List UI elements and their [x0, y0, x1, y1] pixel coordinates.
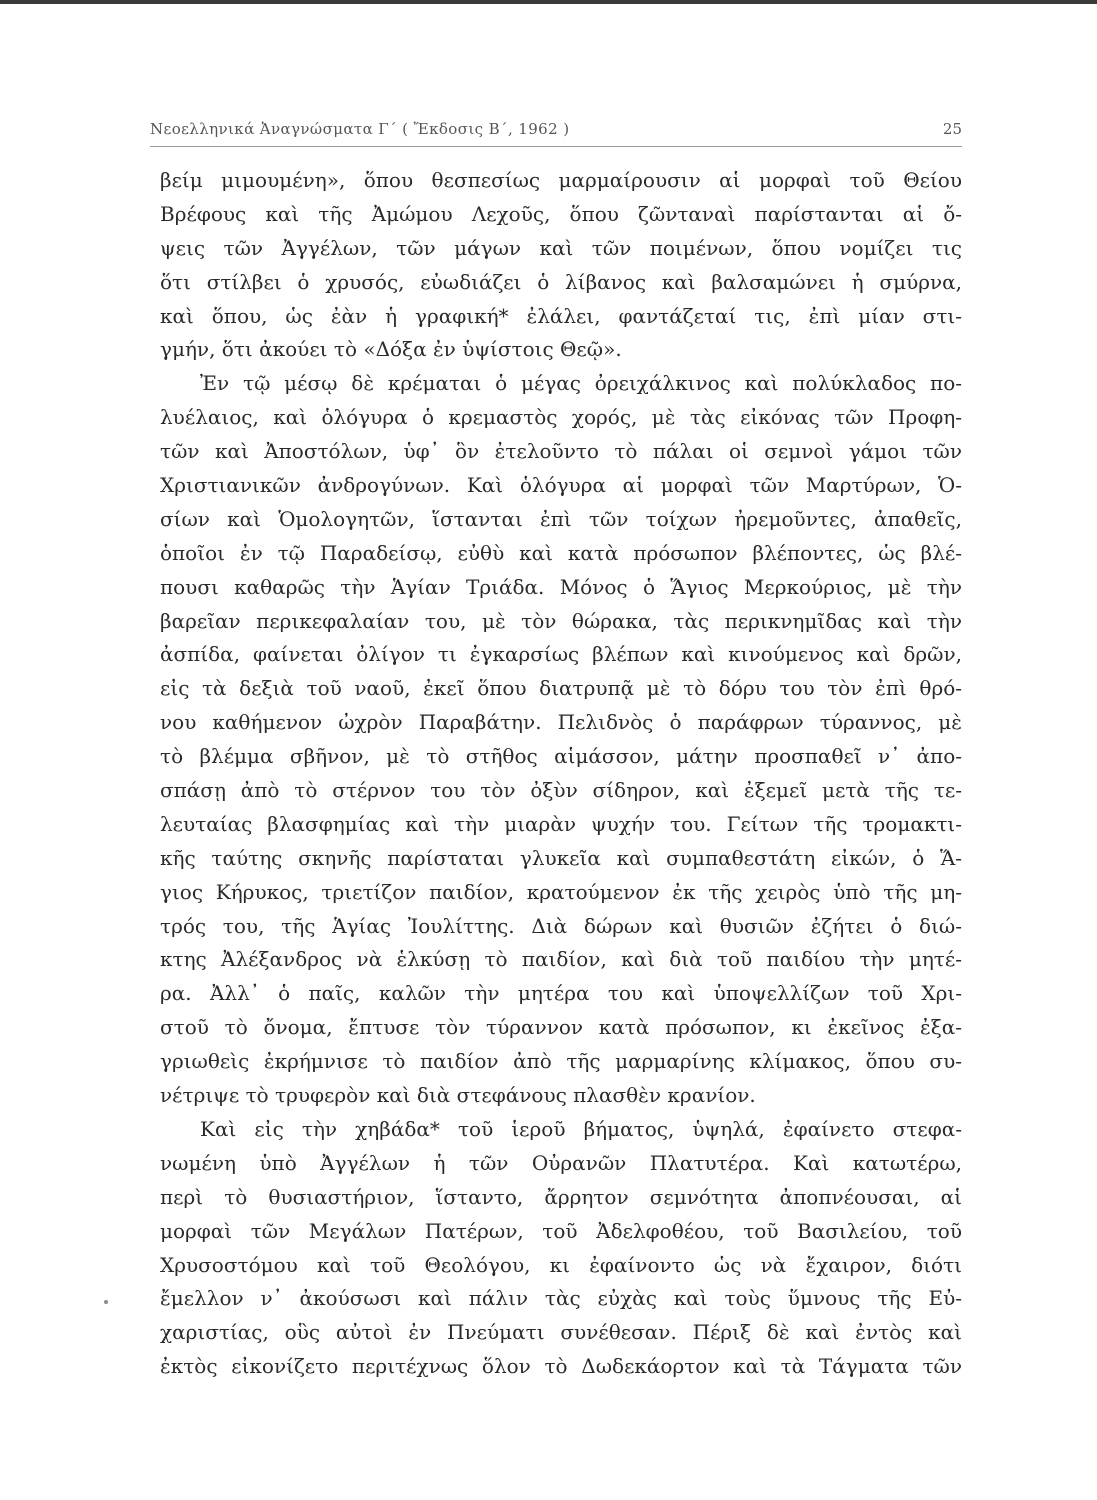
text-line: γμήν, ὅτι ἀκούει τὸ «Δόξα ἐν ὑψίστοις Θεῷ». [160, 337, 622, 362]
text-line: ἀσπίδα, φαίνεται ὀλίγον τι ἐγκαρσίως βλέπων καὶ κινούμενος καὶ δρῶν, [160, 642, 962, 667]
text-line: γριωθεὶς ἐκρήμνισε τὸ παιδίον ἀπὸ τῆς μαρμαρίνης κλίμακος, ὅπου συ- [160, 1049, 962, 1074]
text-line: εἰς τὰ δεξιὰ τοῦ ναοῦ, ἐκεῖ ὅπου διατρυπᾷ μὲ τὸ δόρυ του τὸν ἐπὶ θρό- [160, 676, 962, 701]
paragraph-start-line: Ἐν τῷ μέσῳ δὲ κρέμαται ὁ μέγας ὀρειχάλκινος καὶ πολύκλαδος πο- [200, 371, 962, 396]
text-line: περὶ τὸ θυσιαστήριον, ἵσταντο, ἄρρητον σεμνότητα ἀποπνέουσαι, αἱ [160, 1184, 962, 1209]
text-line: κτης Ἀλέξανδρος νὰ ἑλκύσῃ τὸ παιδίον, καὶ διὰ τοῦ παιδίου τὴν μητέ- [160, 947, 962, 972]
text-line: νωμένη ὑπὸ Ἀγγέλων ἡ τῶν Οὐρανῶν Πλατυτέρα. Καὶ κατωτέρω, [160, 1150, 962, 1175]
text-line: ὅτι στίλβει ὁ χρυσός, εὐωδιάζει ὁ λίβανος καὶ βαλσαμώνει ἡ σμύρνα, [160, 269, 962, 294]
text-line: Χριστιανικῶν ἀνδρογύνων. Καὶ ὁλόγυρα αἱ μορφαὶ τῶν Μαρτύρων, Ὁ- [160, 473, 962, 498]
body-text [160, 164, 962, 1384]
text-line: Χρυσοστόμου καὶ τοῦ Θεολόγου, κι ἐφαίνοντο ὡς νὰ ἔχαιρον, διότι [160, 1252, 962, 1277]
margin-speck [104, 1300, 108, 1304]
text-line: Βρέφους καὶ τῆς Ἀμώμου Λεχοῦς, ὅπου ζῶνταναὶ παρίστανται αἱ ὄ- [160, 201, 962, 226]
text-line: καὶ ὅπου, ὡς ἐὰν ἡ γραφική* ἐλάλει, φαντάζεταί τις, ἐπὶ μίαν στι- [160, 303, 962, 328]
header-title: Νεοελληνικά Ἀναγνώσματα Γ΄ ( Ἔκδοσις Β΄, 1962 ) [150, 120, 570, 138]
text-line: σίων καὶ Ὁμολογητῶν, ἵστανται ἐπὶ τῶν τοίχων ἠρεμοῦντες, ἀπαθεῖς, [160, 506, 962, 531]
paragraph-start-line: Καὶ εἰς τὴν χηβάδα* τοῦ ἱεροῦ βήματος, ὑψηλά, ἐφαίνετο στεφα- [200, 1116, 962, 1141]
text-line: γιος Κήρυκος, τριετίζον παιδίον, κρατούμενον ἐκ τῆς χειρὸς ὑπὸ τῆς μη- [160, 879, 962, 904]
running-header [150, 116, 962, 147]
text-line: τῶν καὶ Ἀποστόλων, ὑφ᾿ ὃν ἐτελοῦντο τὸ πάλαι οἱ σεμνοὶ γάμοι τῶν [160, 439, 962, 464]
text-line: λευταίας βλασφημίας καὶ τὴν μιαρὰν ψυχήν του. Γείτων τῆς τρομακτι- [160, 811, 962, 836]
text-line: νέτριψε τὸ τρυφερὸν καὶ διὰ στεφάνους πλασθὲν κρανίον. [160, 1083, 756, 1108]
text-line: βείμ μιμουμένη», ὅπου θεσπεσίως μαρμαίρουσιν αἱ μορφαὶ τοῦ Θείου [160, 168, 962, 192]
text-line: λυέλαιος, καὶ ὁλόγυρα ὁ κρεμαστὸς χορός, μὲ τὰς εἰκόνας τῶν Προφη- [160, 405, 962, 430]
text-line: βαρεῖαν περικεφαλαίαν του, μὲ τὸν θώρακα, τὰς περικνημῖδας καὶ τὴν [160, 608, 962, 633]
page-number: 25 [942, 120, 962, 138]
text-line: σπάσῃ ἀπὸ τὸ στέρνον του τὸν ὀξὺν σίδηρον, καὶ ἐξεμεῖ μετὰ τῆς τε- [160, 778, 962, 803]
text-line: νου καθήμενον ὠχρὸν Παραβάτην. Πελιδνὸς ὁ παράφρων τύραννος, μὲ [160, 710, 962, 735]
text-line: χαριστίας, οὓς αὐτοὶ ἐν Πνεύματι συνέθεσαν. Πέριξ δὲ καὶ ἐντὸς καὶ [160, 1320, 962, 1345]
text-line: πουσι καθαρῶς τὴν Ἁγίαν Τριάδα. Μόνος ὁ Ἅγιος Μερκούριος, μὲ τὴν [160, 574, 962, 599]
text-line: στοῦ τὸ ὄνομα, ἔπτυσε τὸν τύραννον κατὰ πρόσωπον, κι ἐκεῖνος ἐξα- [160, 1015, 962, 1040]
text-line: τρός του, τῆς Ἁγίας Ἰουλίττης. Διὰ δώρων καὶ θυσιῶν ἐζήτει ὁ διώ- [160, 913, 962, 938]
text-line: ρα. Ἀλλ᾿ ὁ παῖς, καλῶν τὴν μητέρα του καὶ ὑποψελλίζων τοῦ Χρι- [160, 981, 962, 1006]
text-line: ψεις τῶν Ἀγγέλων, τῶν μάγων καὶ τῶν ποιμένων, ὅπου νομίζει τις [160, 235, 962, 260]
text-line: ὁποῖοι ἐν τῷ Παραδείσῳ, εὐθὺ καὶ κατὰ πρόσωπον βλέποντες, ὡς βλέ- [160, 540, 962, 565]
text-line: ἐκτὸς εἰκονίζετο περιτέχνως ὅλον τὸ Δωδεκάορτον καὶ τὰ Τάγματα τῶν [160, 1354, 962, 1379]
text-line: μορφαὶ τῶν Μεγάλων Πατέρων, τοῦ Ἀδελφοθέου, τοῦ Βασιλείου, τοῦ [160, 1218, 962, 1243]
text-line: τὸ βλέμμα σβῆνον, μὲ τὸ στῆθος αἱμάσσον, μάτην προσπαθεῖ ν᾿ ἀπο- [160, 744, 962, 769]
text-line: κῆς ταύτης σκηνῆς παρίσταται γλυκεῖα καὶ συμπαθεστάτη εἰκών, ὁ Ἅ- [160, 845, 962, 870]
text-line: ἔμελλον ν᾿ ἀκούσωσι καὶ πάλιν τὰς εὐχὰς καὶ τοὺς ὕμνους τῆς Εὐ- [160, 1286, 962, 1311]
